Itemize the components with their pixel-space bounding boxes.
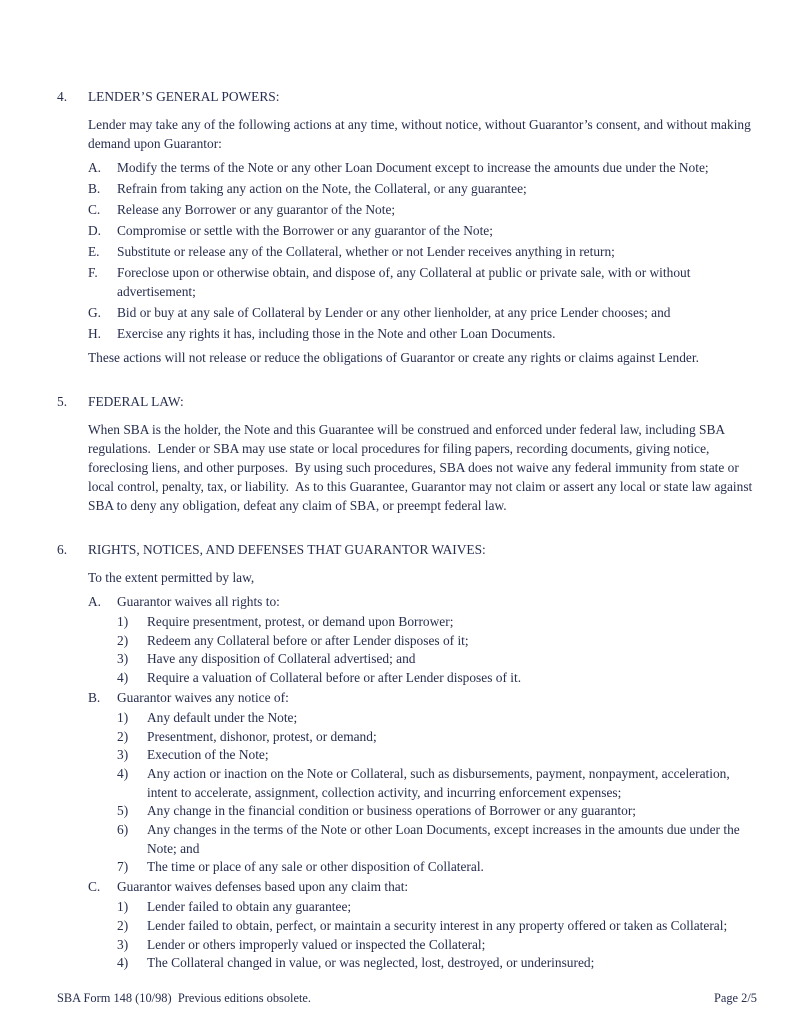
sub-item-text: Require a valuation of Collateral before or after Lender disposes of it. — [147, 670, 522, 686]
item-text: Guarantor waives defenses based upon any claim that: — [117, 879, 409, 895]
sub-item-text: Lender or others improperly valued or inspected the Collateral; — [147, 936, 486, 952]
item-text: Refrain from taking any action on the Note, the Collateral, or any guarantee; — [117, 181, 527, 196]
sub-item-1 — [117, 709, 760, 728]
list-item-b — [88, 688, 760, 707]
sub-item-text: Lender failed to obtain, perfect, or maintain a security interest in any property offered or taken as Collateral; — [147, 917, 728, 933]
sub-item-text: Execution of the Note; — [147, 747, 269, 763]
item-label: H. — [88, 326, 102, 341]
section-title: LENDER’S GENERAL POWERS: — [88, 89, 280, 104]
sub-item-label: 4) — [117, 670, 129, 686]
item-text: Exercise any rights it has, including those in the Note and other Loan Documents. — [117, 326, 556, 341]
sub-item-label: 3) — [117, 936, 129, 952]
item-label: F. — [88, 265, 98, 280]
item-text: Guarantor waives any notice of: — [117, 689, 289, 705]
section-heading-row — [57, 87, 760, 106]
section-intro: To the extent permitted by law, — [88, 570, 255, 585]
sub-item-3 — [117, 746, 760, 765]
sub-item-text: Require presentment, protest, or demand upon Borrower; — [147, 614, 454, 629]
sub-item-4 — [117, 765, 760, 802]
item-text: Guarantor waives all rights to: — [117, 594, 280, 609]
item-label: A. — [88, 594, 102, 609]
sub-item-text: Lender failed to obtain any guarantee; — [147, 899, 352, 915]
sub-item-text: Any default under the Note; — [147, 709, 298, 725]
sub-item-label: 6) — [117, 822, 129, 838]
list-item-a — [88, 592, 760, 611]
item-text: Modify the terms of the Note or any other Loan Document except to increase the amounts due under the Note; — [117, 160, 709, 175]
list-item-c — [88, 877, 760, 896]
section-rights-notices-defenses — [57, 540, 760, 973]
list-item-h — [88, 324, 760, 343]
section-number: 4. — [57, 89, 68, 104]
section-heading-row — [57, 540, 760, 559]
item-label: G. — [88, 305, 102, 320]
sub-item-6 — [117, 821, 760, 858]
item-label: B. — [88, 181, 101, 196]
sub-item-label: 4) — [117, 765, 129, 781]
list-item-e — [88, 242, 760, 261]
sub-item-label: 3) — [117, 747, 129, 763]
section-intro: Lender may take any of the following actions at any time, without notice, without Guarantor’s consent, and without making demand upon Guarantor: — [88, 117, 755, 151]
sub-item-1 — [117, 613, 760, 632]
sub-item-text: Any change in the financial condition or business operations of Borrower or any guarantor; — [147, 803, 636, 819]
list-item-g — [88, 303, 760, 322]
sub-item-3 — [117, 936, 760, 955]
item-label: D. — [88, 223, 102, 238]
sub-item-text: Any action or inaction on the Note or Collateral, such as disbursements, payment, nonpayment, acceleration, intent to accelerate, assignment, collection activity, and incurring enforcement expenses; — [147, 765, 730, 800]
sub-item-4 — [117, 954, 760, 973]
item-label: B. — [88, 689, 101, 705]
sub-item-5 — [117, 802, 760, 821]
sub-item-3 — [117, 650, 760, 669]
page-footer — [57, 989, 757, 1008]
footer-form-id: SBA Form 148 (10/98) Previous editions obsolete. — [57, 991, 312, 1005]
item-label: C. — [88, 202, 101, 217]
item-text: Substitute or release any of the Collateral, whether or not Lender receives anything in return; — [117, 244, 615, 259]
section-federal-law — [57, 392, 760, 515]
list-item-c — [88, 200, 760, 219]
sub-item-text: The time or place of any sale or other disposition of Collateral. — [147, 859, 484, 875]
section-body: When SBA is the holder, the Note and this Guarantee will be construed and enforced under federal law, including SBA regulations. Lender or SBA may use state or local procedures for filing papers, recording documents, giving notice, foreclosing liens, and other purposes. By using such procedures, SBA does not waive any federal immunity from state or local control, penalty, tax, or liability. As to this Guarantee, Guarantor may not claim or assert any local or state law against SBA to deny any obligation, defeat any claim of SBA, or preempt federal law. — [88, 422, 756, 513]
sub-item-2 — [117, 728, 760, 747]
sub-item-text: Presentment, dishonor, protest, or demand; — [147, 728, 377, 744]
item-label: A. — [88, 160, 102, 175]
sub-item-label: 4) — [117, 955, 129, 971]
section-closing: These actions will not release or reduce the obligations of Guarantor or create any rights or claims against Lender. — [88, 350, 699, 365]
section-heading-row — [57, 392, 760, 411]
section-title: RIGHTS, NOTICES, AND DEFENSES THAT GUARANTOR WAIVES: — [88, 542, 486, 557]
sub-item-label: 2) — [117, 632, 129, 648]
section-number: 5. — [57, 394, 68, 409]
sub-item-2 — [117, 917, 760, 936]
item-label: E. — [88, 244, 100, 259]
sub-item-label: 7) — [117, 859, 129, 875]
sub-item-label: 2) — [117, 728, 129, 744]
sub-item-label: 1) — [117, 614, 129, 629]
sub-item-label: 3) — [117, 651, 129, 667]
item-text: Bid or buy at any sale of Collateral by Lender or any other lienholder, at any price Lender chooses; and — [117, 305, 671, 320]
list-item-b — [88, 179, 760, 198]
sub-item-2 — [117, 632, 760, 651]
sub-item-1 — [117, 898, 760, 917]
sub-item-4 — [117, 669, 760, 688]
sub-item-text: Redeem any Collateral before or after Lender disposes of it; — [147, 632, 469, 648]
sub-item-text: Any changes in the terms of the Note or other Loan Documents, except increases in the amounts due under the Note; and — [147, 822, 740, 856]
sub-item-label: 1) — [117, 899, 129, 915]
item-label: C. — [88, 879, 101, 895]
section-lenders-general-powers — [57, 87, 760, 367]
sub-item-label: 1) — [117, 709, 129, 725]
sub-item-label: 2) — [117, 917, 129, 933]
list-item-a — [88, 158, 760, 177]
list-item-d — [88, 221, 760, 240]
section-title: FEDERAL LAW: — [88, 394, 184, 409]
sub-item-text: Have any disposition of Collateral advertised; and — [147, 651, 416, 667]
item-text: Release any Borrower or any guarantor of the Note; — [117, 202, 396, 217]
footer-page-number: Page 2/5 — [713, 991, 757, 1005]
list-item-f — [88, 263, 760, 301]
section-number: 6. — [57, 542, 68, 557]
document-content — [57, 87, 760, 998]
sub-item-7 — [117, 858, 760, 877]
item-text: Foreclose upon or otherwise obtain, and dispose of, any Collateral at public or private sale, with or without advertisement; — [117, 265, 691, 299]
sub-item-label: 5) — [117, 803, 129, 819]
sub-item-text: The Collateral changed in value, or was neglected, lost, destroyed, or underinsured; — [147, 955, 595, 971]
item-text: Compromise or settle with the Borrower or any guarantor of the Note; — [117, 223, 493, 238]
